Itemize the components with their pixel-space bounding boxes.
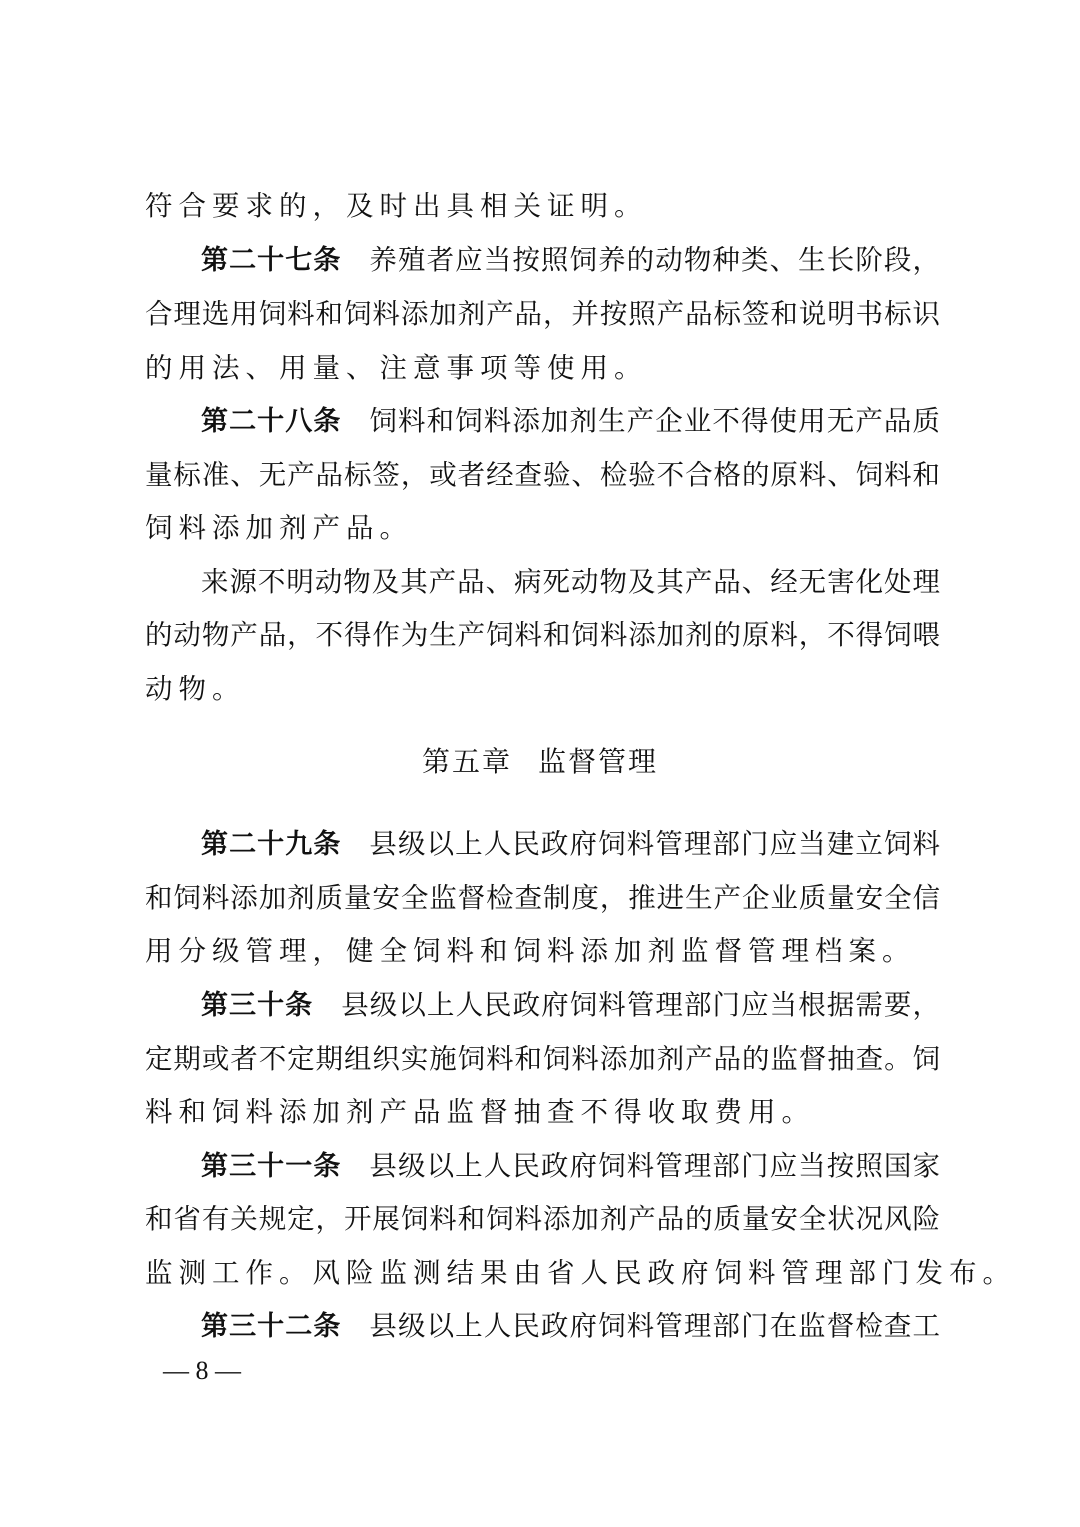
- article-number: 第三十二条: [201, 1311, 342, 1342]
- article-27-line-1: [201, 242, 940, 282]
- article-number: 第三十条: [201, 990, 314, 1021]
- text-line: 动物。: [145, 673, 246, 705]
- article-number: 第二十七条: [201, 245, 342, 276]
- text-segment: 县级以上人民政府饲料管理部门应当按照国家: [369, 1150, 941, 1182]
- text-line: 符合要求的，及时出具相关证明。: [145, 190, 648, 222]
- text-segment: 县级以上人民政府饲料管理部门应当建立饲料: [369, 828, 941, 860]
- article-number: 第三十一条: [201, 1151, 342, 1182]
- page-number: — 8 —: [163, 1356, 241, 1385]
- article-32-line-1: [201, 1308, 940, 1348]
- text-line: 合理选用饲料和饲料添加剂产品，并按照产品标签和说明书标识: [145, 298, 940, 330]
- text-line: 定期或者不定期组织实施饲料和饲料添加剂产品的监督抽查。饲: [145, 1043, 940, 1075]
- article-31-line-1: [201, 1148, 940, 1188]
- article-29-line-1: [201, 826, 940, 866]
- text-line: 饲料添加剂产品。: [145, 512, 413, 544]
- text-segment: 县级以上人民政府饲料管理部门应当根据需要，: [341, 989, 940, 1021]
- chapter-number: 第五章: [421, 745, 512, 778]
- article-30-line-1: [201, 987, 940, 1027]
- text-line: 料和饲料添加剂产品监督抽查不得收取费用。: [145, 1096, 815, 1128]
- text-line: 的动物产品，不得作为生产饲料和饲料添加剂的原料，不得饲喂: [145, 619, 940, 651]
- article-number: 第二十八条: [201, 406, 342, 437]
- text-line: 和省有关规定，开展饲料和饲料添加剂产品的质量安全状况风险: [145, 1203, 940, 1235]
- text-segment: 饲料和饲料添加剂生产企业不得使用无产品质: [369, 405, 941, 437]
- text-line: 来源不明动物及其产品、病死动物及其产品、经无害化处理: [201, 566, 940, 598]
- text-line: 监测工作。风险监测结果由省人民政府饲料管理部门发布。: [145, 1257, 1016, 1289]
- article-28-line-1: [201, 403, 940, 443]
- text-segment: 养殖者应当按照饲养的动物种类、生长阶段，: [369, 244, 941, 276]
- text-line: 量标准、无产品标签，或者经查验、检验不合格的原料、饲料和: [145, 459, 940, 491]
- text-line: 用分级管理，健全饲料和饲料添加剂监督管理档案。: [145, 935, 916, 967]
- text-segment: 县级以上人民政府饲料管理部门在监督检查工: [369, 1310, 941, 1342]
- chapter-heading: [0, 744, 1080, 780]
- text-line: 和饲料添加剂质量安全监督检查制度，推进生产企业质量安全信: [145, 882, 940, 914]
- chapter-title: 监督管理: [538, 745, 659, 778]
- article-number: 第二十九条: [201, 829, 342, 860]
- text-line: 的用法、用量、注意事项等使用。: [145, 352, 648, 384]
